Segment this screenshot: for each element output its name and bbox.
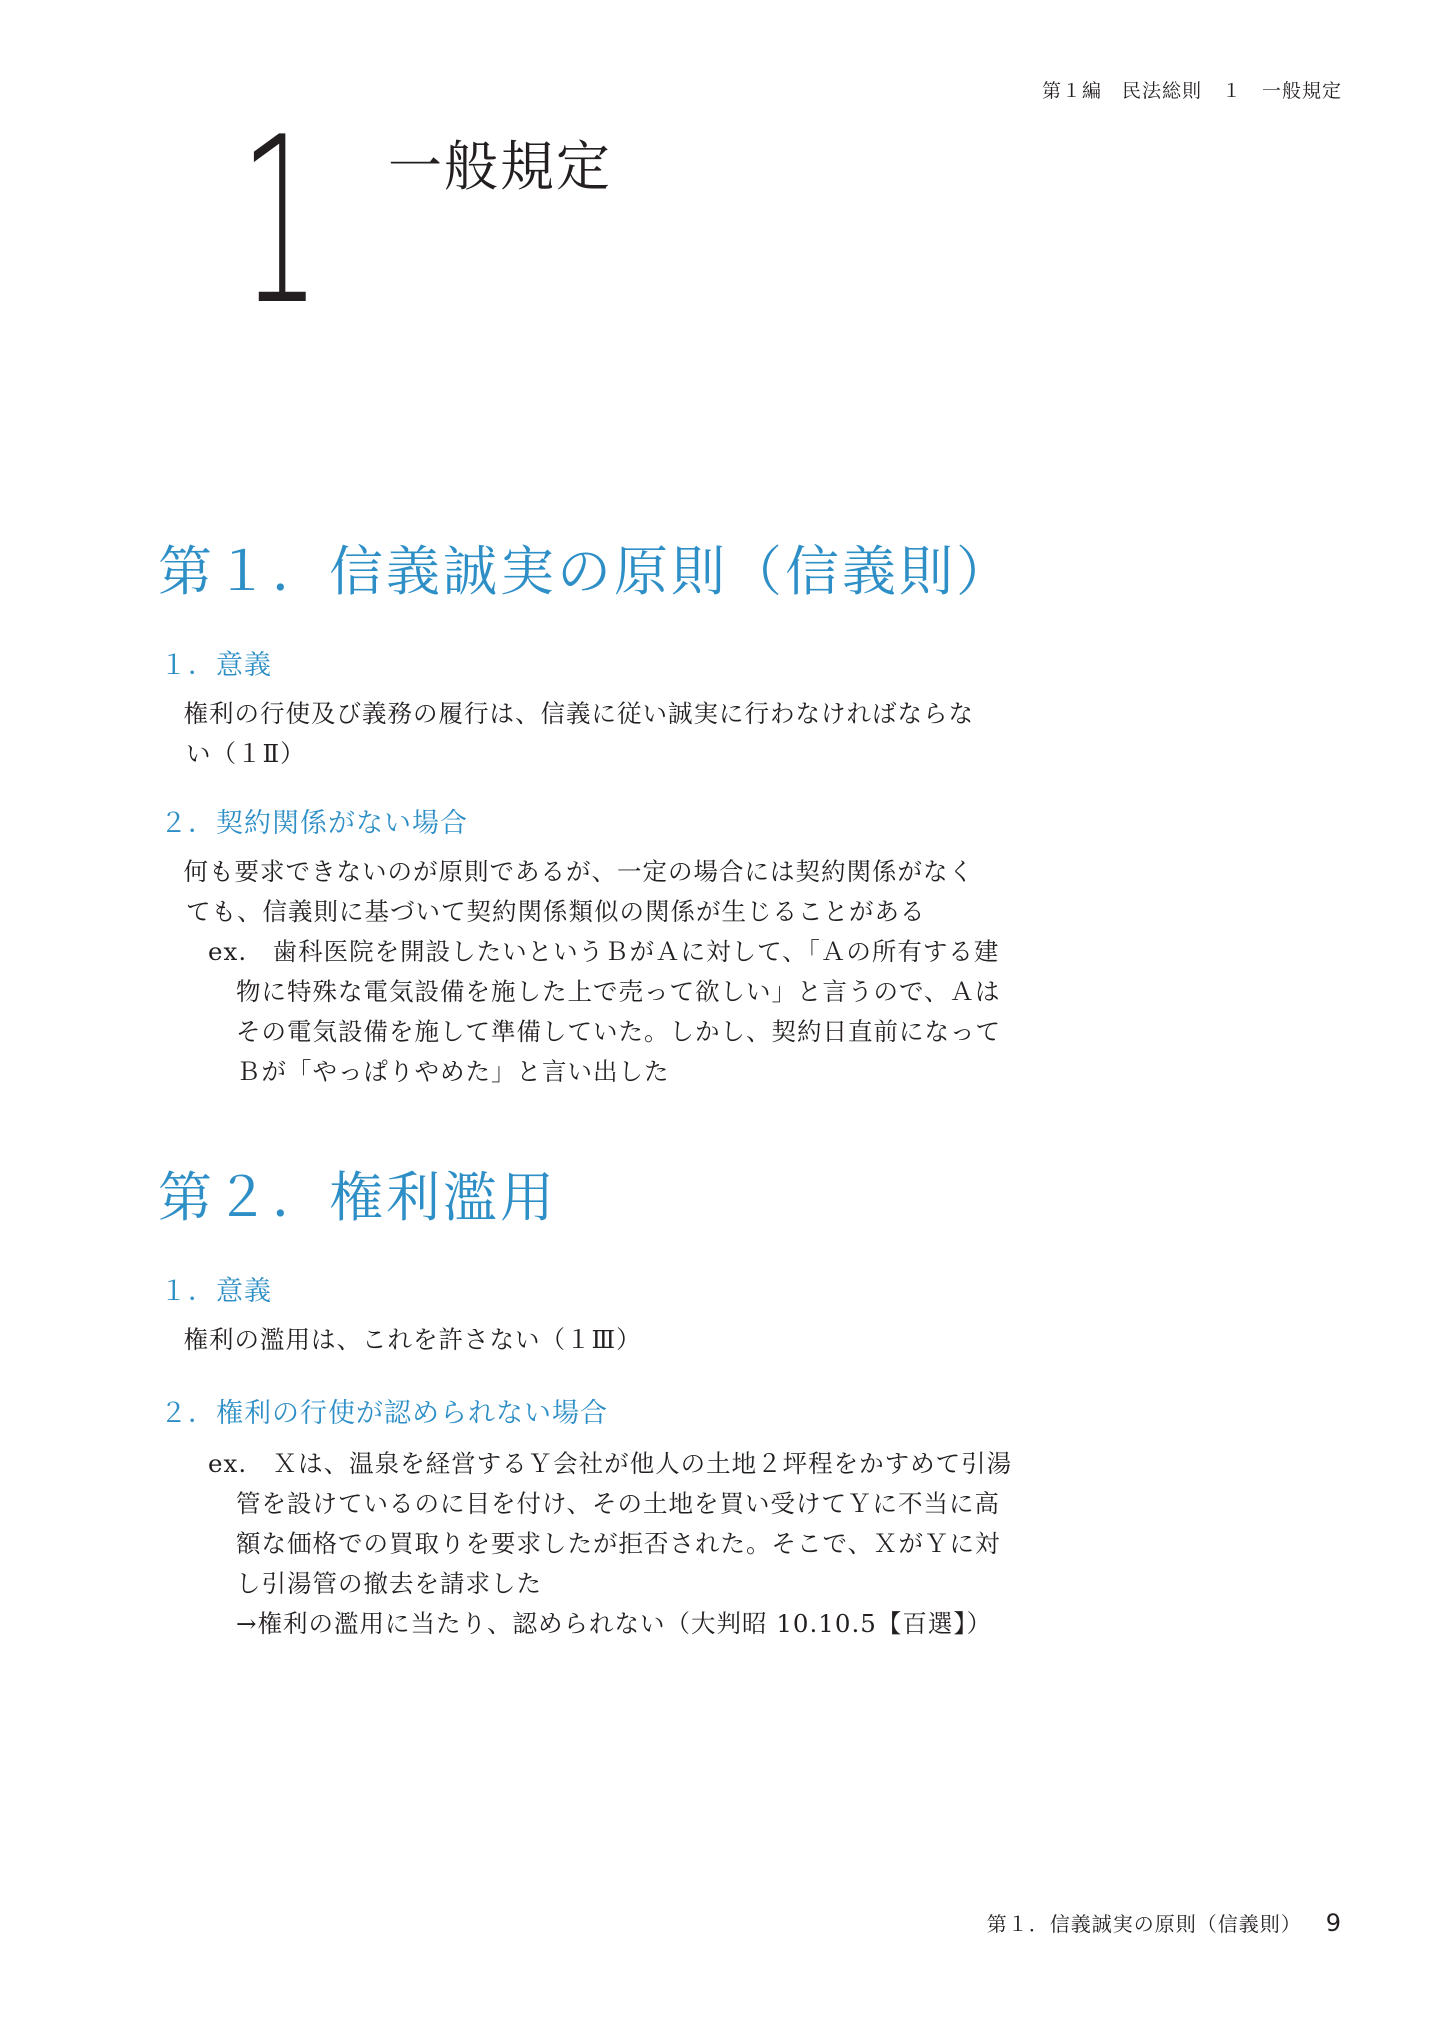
example-line: Ｂが「やっぱりやめた」と言い出した	[236, 1057, 670, 1086]
example-line: 物に特殊な電気設備を施した上で売って欲しい」と言うので、Ａは	[236, 977, 1001, 1006]
example-line: ex. 歯科医院を開設したいというＢがＡに対して、「Ａの所有する建	[208, 937, 1000, 966]
text-line: 何も要求できないのが原則であるが、一定の場合には契約関係がなく	[158, 857, 974, 886]
page-footer	[987, 1908, 1342, 1937]
example-line: その電気設備を施して準備していた。しかし、契約日直前になって	[236, 1017, 1001, 1046]
section-title-2: 第２．権利濫用	[158, 1166, 557, 1229]
example-line: し引湯管の撤去を請求した	[236, 1569, 542, 1598]
example-line: 管を設けているのに目を付け、その土地を買い受けてＹに不当に高	[236, 1489, 1001, 1518]
subsection-title-1-1: １．意義	[160, 650, 272, 681]
subsection-title-2-1: １．意義	[160, 1276, 272, 1307]
text-line: ても、信義則に基づいて契約関係類似の関係が生じることがある	[186, 897, 926, 926]
paragraph-1-2	[158, 852, 988, 932]
paragraph-1-1	[158, 694, 988, 774]
text-line: 権利の濫用は、これを許さない（１Ⅲ）	[158, 1325, 642, 1354]
subsection-title-1-2: ２．契約関係がない場合	[160, 808, 468, 839]
example-block-1	[208, 932, 1008, 1092]
text-line: い（１Ⅱ）	[186, 739, 306, 768]
paragraph-2-1	[158, 1320, 988, 1360]
example-line: 額な価格での買取りを要求したが拒否された。そこで、ＸがＹに対	[236, 1529, 1001, 1558]
running-header: 第１編 民法総則 １ 一般規定	[1041, 80, 1342, 102]
subsection-title-2-2: ２．権利の行使が認められない場合	[160, 1398, 608, 1429]
page-number: 9	[1325, 1909, 1342, 1937]
example-line: →権利の濫用に当たり、認められない（大判昭 10.10.5【百選】）	[236, 1609, 993, 1638]
footer-text: 第１．信義誠実の原則（信義則）	[986, 1912, 1302, 1936]
chapter-number: 1	[240, 89, 321, 356]
example-block-2	[208, 1444, 1013, 1644]
chapter-title: 一般規定	[388, 135, 612, 198]
example-line: ex. Ｘは、温泉を経営するＹ会社が他人の土地２坪程をかすめて引湯	[208, 1449, 1013, 1478]
text-line: 権利の行使及び義務の履行は、信義に従い誠実に行わなければならな	[158, 699, 974, 728]
section-title-1: 第１．信義誠実の原則（信義則）	[158, 540, 1013, 603]
